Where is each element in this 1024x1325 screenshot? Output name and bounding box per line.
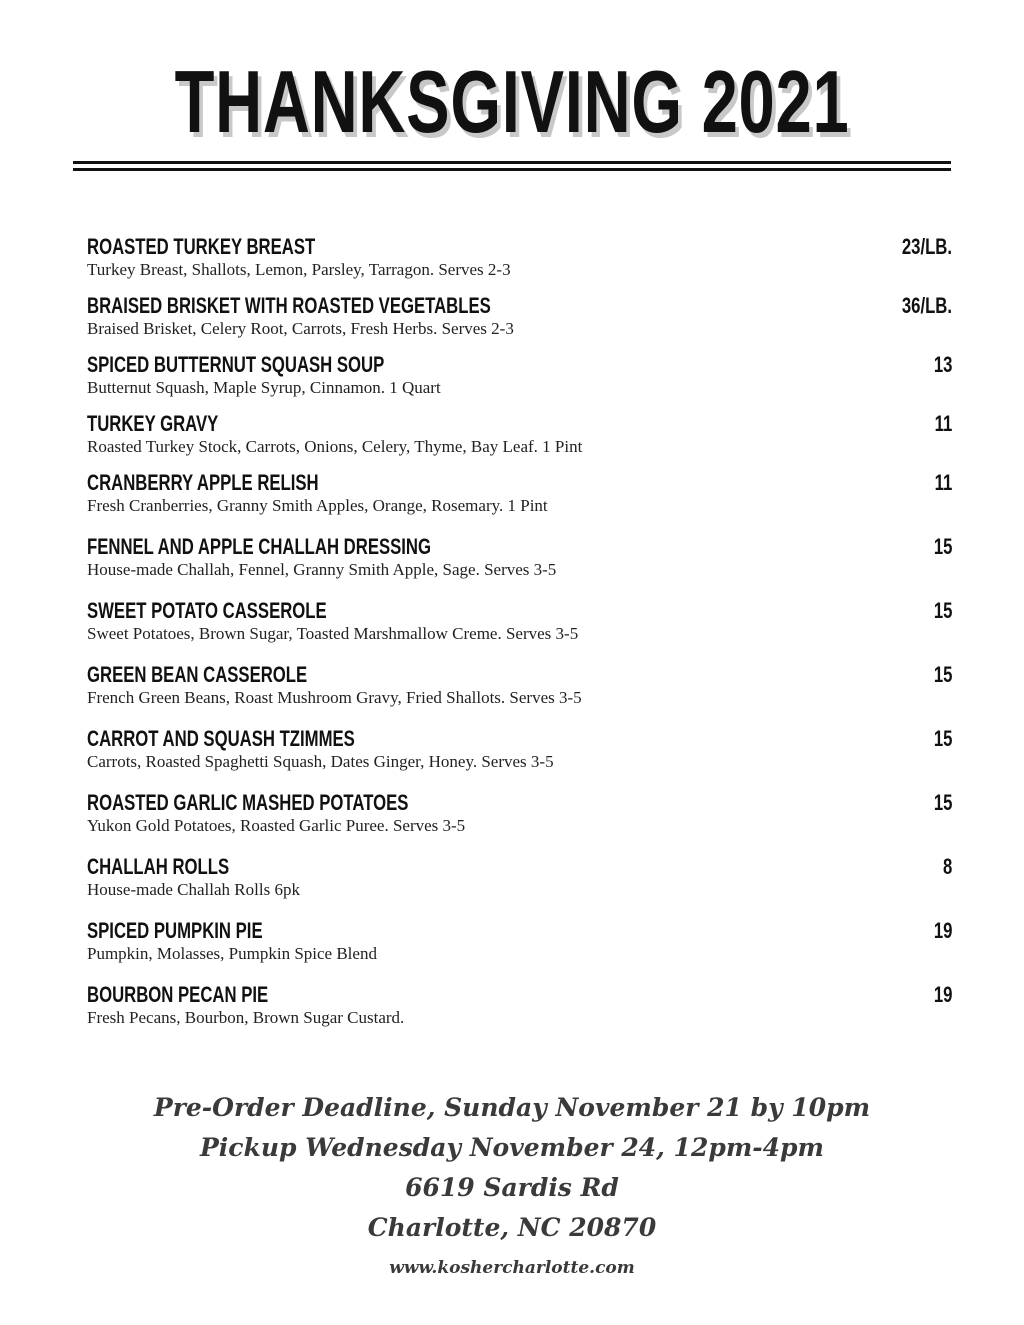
menu-item-price: 15 (933, 790, 952, 815)
menu-item (87, 293, 952, 352)
menu-item-price: 11 (934, 470, 952, 495)
menu-item-description: Braised Brisket, Celery Root, Carrots, Fresh Herbs. Serves 2-3 (87, 319, 514, 338)
pickup-city: Charlotte, NC 20870 (367, 1213, 657, 1242)
menu-item-description: House-made Challah Rolls 6pk (87, 880, 300, 899)
menu-item-description: Yukon Gold Potatoes, Roasted Garlic Puree. Serves 3-5 (87, 816, 466, 835)
menu-item-price: 19 (933, 982, 952, 1007)
menu-item-price: 23/LB. (901, 234, 952, 259)
website-link[interactable]: www.koshercharlotte.com (389, 1258, 635, 1278)
menu-item (87, 662, 952, 726)
menu-item-description: Fresh Pecans, Bourbon, Brown Sugar Custard. (87, 1008, 405, 1027)
menu-item-description: Roasted Turkey Stock, Carrots, Onions, Celery, Thyme, Bay Leaf. 1 Pint (87, 437, 583, 456)
menu-item-description: Pumpkin, Molasses, Pumpkin Spice Blend (87, 944, 377, 963)
menu-item (87, 234, 952, 293)
menu-item (87, 726, 952, 790)
menu-item-name: BRAISED BRISKET WITH ROASTED VEGETABLES (87, 293, 491, 318)
menu-item (87, 790, 952, 854)
menu-item-name: FENNEL AND APPLE CHALLAH DRESSING (87, 534, 432, 559)
menu-item (87, 918, 952, 982)
menu-item (87, 534, 952, 598)
menu-item-price: 8 (942, 854, 952, 879)
menu-item (87, 854, 952, 918)
preorder-deadline: Pre-Order Deadline, Sunday November 21 by 10pm (153, 1093, 871, 1122)
menu-item-price: 13 (933, 352, 952, 377)
menu-item (87, 470, 952, 534)
menu-item-name: BOURBON PECAN PIE (87, 982, 269, 1007)
menu-item (87, 352, 952, 411)
menu-item-price: 15 (933, 662, 952, 687)
menu-list (87, 234, 952, 1046)
pickup-time: Pickup Wednesday November 24, 12pm-4pm (200, 1133, 824, 1162)
menu-item-name: CRANBERRY APPLE RELISH (87, 470, 319, 495)
menu-item-price: 36/LB. (901, 293, 952, 318)
menu-item-name: CHALLAH ROLLS (87, 854, 230, 879)
menu-item-name: SWEET POTATO CASSEROLE (87, 598, 327, 623)
menu-item-description: Turkey Breast, Shallots, Lemon, Parsley, Tarragon. Serves 2-3 (87, 260, 511, 279)
menu-item-name: SPICED PUMPKIN PIE (87, 918, 263, 943)
menu-item-description: Sweet Potatoes, Brown Sugar, Toasted Marshmallow Creme. Serves 3-5 (87, 624, 579, 643)
menu-item (87, 598, 952, 662)
menu-item-name: TURKEY GRAVY (87, 411, 219, 436)
menu-item-description: Butternut Squash, Maple Syrup, Cinnamon. 1 Quart (87, 378, 441, 397)
menu-item-price: 15 (933, 726, 952, 751)
menu-item-description: French Green Beans, Roast Mushroom Gravy, Fried Shallots. Serves 3-5 (87, 688, 582, 707)
menu-item-description: Carrots, Roasted Spaghetti Squash, Dates Ginger, Honey. Serves 3-5 (87, 752, 554, 771)
menu-item-price: 15 (933, 534, 952, 559)
menu-item-price: 11 (934, 411, 952, 436)
menu-item-price: 19 (933, 918, 952, 943)
menu-item-name: ROASTED TURKEY BREAST (87, 234, 316, 259)
menu-item (87, 982, 952, 1046)
menu-item-name: SPICED BUTTERNUT SQUASH SOUP (87, 352, 385, 377)
menu-item (87, 411, 952, 470)
menu-item-name: GREEN BEAN CASSEROLE (87, 662, 308, 687)
order-info (0, 1088, 1024, 1284)
pickup-address: 6619 Sardis Rd (405, 1173, 619, 1202)
title-divider-top (73, 161, 951, 164)
menu-item-description: Fresh Cranberries, Granny Smith Apples, Orange, Rosemary. 1 Pint (87, 496, 548, 515)
page-title: THANKSGIVING 2021 (174, 52, 850, 151)
menu-item-name: ROASTED GARLIC MASHED POTATOES (87, 790, 409, 815)
title-divider-bottom (73, 168, 951, 171)
menu-item-name: CARROT AND SQUASH TZIMMES (87, 726, 355, 751)
menu-item-description: House-made Challah, Fennel, Granny Smith Apple, Sage. Serves 3-5 (87, 560, 557, 579)
menu-item-price: 15 (933, 598, 952, 623)
